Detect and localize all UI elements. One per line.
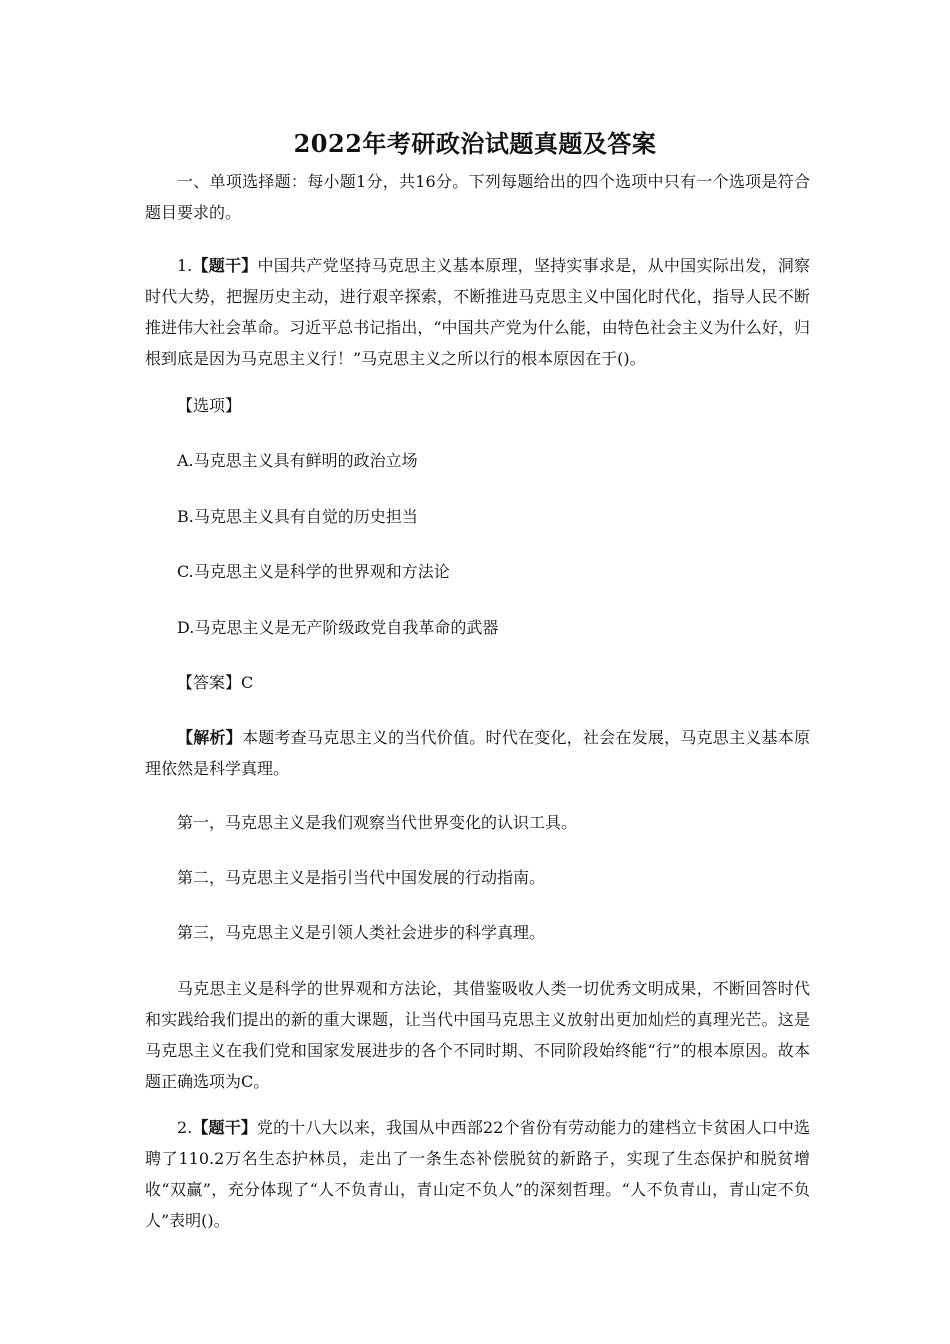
question-2-stem-text: 党的十八大以来，我国从中西部22个省份有劳动能力的建档立卡贫困人口中选聘了110.2万名生态护林员，走出了一条生态补偿脱贫的新路子，实现了生态保护和脱贫增收“双赢”，充分体现了“人不负青山，青山定不负人”的深刻哲理。“人不负青山，青山定不负人”表明()。	[145, 1118, 810, 1230]
section-intro: 一、单项选择题：每小题1分，共16分。下列每题给出的四个选项中只有一个选项是符合题目要求的。	[145, 172, 810, 222]
question-1-conclusion: 马克思主义是科学的世界观和方法论，其借鉴吸收人类一切优秀文明成果，不断回答时代和实践给我们提出的新的重大课题，让当代中国马克思主义放射出更加灿烂的真理光芒。这是马克思主义在我们党和国家发展进步的各个不同时期、不同阶段始终能“行”的根本原因。故本题正确选项为C。	[145, 979, 810, 1091]
question-1-number: 1.	[177, 256, 193, 275]
question-1-analysis-tag: 【解析】	[177, 728, 242, 747]
question-1-option-d: D.马克思主义是无产阶级政党自我革命的武器	[177, 618, 499, 637]
question-1-option-c: C.马克思主义是科学的世界观和方法论	[177, 562, 450, 581]
question-1-analysis-text: 本题考查马克思主义的当代价值。时代在变化，社会在发展，马克思主义基本原理依然是科学真理。	[145, 728, 810, 778]
question-1-point-1: 第一，马克思主义是我们观察当代世界变化的认识工具。	[177, 813, 578, 832]
question-1-option-b: B.马克思主义具有自觉的历史担当	[177, 507, 418, 526]
question-1-option-a: A.马克思主义具有鲜明的政治立场	[177, 451, 418, 470]
question-1-stem	[145, 250, 810, 374]
question-1-point-2: 第二，马克思主义是指引当代中国发展的行动指南。	[177, 868, 546, 887]
question-2-stem-tag: 【题干】	[192, 1118, 257, 1137]
question-1-stem-text: 中国共产党坚持马克思主义基本原理，坚持实事求是，从中国实际出发，洞察时代大势，把握历史主动，进行艰辛探索，不断推进马克思主义中国化时代化，指导人民不断推进伟大社会革命。习近平总书记指出，“中国共产党为什么能，由特色社会主义为什么好，归根到底是因为马克思主义行！”马克思主义之所以行的根本原因在于()。	[145, 256, 810, 368]
question-1-stem-tag: 【题干】	[192, 256, 258, 275]
question-2-number: 2.	[177, 1118, 193, 1137]
question-1-options-label: 【选项】	[177, 396, 242, 415]
question-1-answer: 【答案】C	[177, 673, 254, 692]
question-1-analysis	[145, 722, 810, 784]
question-1-point-3: 第三，马克思主义是引领人类社会进步的科学真理。	[177, 923, 546, 942]
question-2-stem	[145, 1112, 810, 1236]
page-title: 2022年考研政治试题真题及答案	[293, 129, 657, 158]
